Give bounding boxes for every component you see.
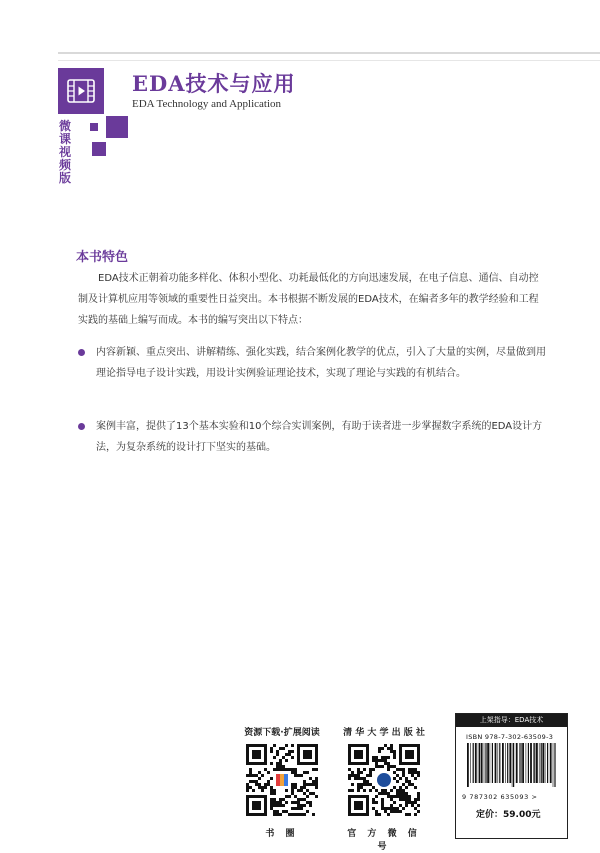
feature-bullet-text: 案例丰富，提供了13个基本实验和10个综合实训案例，有助于读者进一步掌握数字系统的EDA设计方法，为复杂系统的设计打下坚实的基础。	[96, 421, 543, 453]
barcode-icon	[466, 743, 558, 787]
qr-block-resources	[236, 725, 328, 839]
video-logo	[58, 68, 104, 114]
qr-header: 清 华 大 学 出 版 社	[343, 728, 425, 738]
qr-code-icon[interactable]	[246, 744, 318, 816]
qr-code-icon[interactable]	[348, 744, 420, 816]
qr-header: 资源下载·扩展阅读	[244, 728, 320, 738]
decor-square	[106, 116, 128, 138]
isbn-text: ISBN 978-7-302-63509-3	[466, 733, 554, 741]
series-label: 微 课 视 频 版	[58, 119, 71, 185]
bullet-dot-icon	[78, 349, 85, 356]
book-title: EDA技术与应用	[132, 71, 296, 96]
feature-bullet	[78, 342, 548, 384]
feature-bullet	[78, 416, 548, 458]
film-video-icon	[66, 76, 96, 106]
qr-code-graphic	[246, 744, 318, 816]
price-text: 定价：59.00元	[476, 810, 541, 820]
qr-footer: 书 圈	[265, 829, 299, 839]
intro-paragraph: EDA技术正朝着功能多样化、体积小型化、功耗最低化的方向迅速发展，在电子信息、通信、自动控制及计算机应用等领域的重要性日益突出。本书根据不断发展的EDA技术，在编者多年的教学经验和工程实践的基础上编写而成。本书的编写突出以下特点：	[78, 273, 539, 326]
bullet-dot-icon	[78, 423, 85, 430]
qr-footer: 官 方 微 信 号	[347, 829, 421, 852]
decor-square	[90, 123, 98, 131]
feature-bullet-text: 内容新颖、重点突出、讲解精练、强化实践，结合案例化教学的优点，引入了大量的实例，尽量做到用理论指导电子设计实践，用设计实例验证理论技术，实现了理论与实践的有机结合。	[96, 347, 546, 379]
top-divider-thin	[58, 60, 600, 61]
book-subtitle: EDA Technology and Application	[132, 98, 282, 110]
top-divider	[58, 52, 600, 54]
shelf-category: 上架指导：EDA技术	[456, 714, 567, 727]
barcode-panel	[455, 713, 568, 839]
decor-square	[92, 142, 106, 156]
qr-block-publisher	[338, 725, 430, 852]
barcode-digits: 9 787302 635093 >	[462, 793, 538, 801]
section-heading: 本书特色	[76, 250, 129, 265]
qr-code-graphic	[348, 744, 420, 816]
